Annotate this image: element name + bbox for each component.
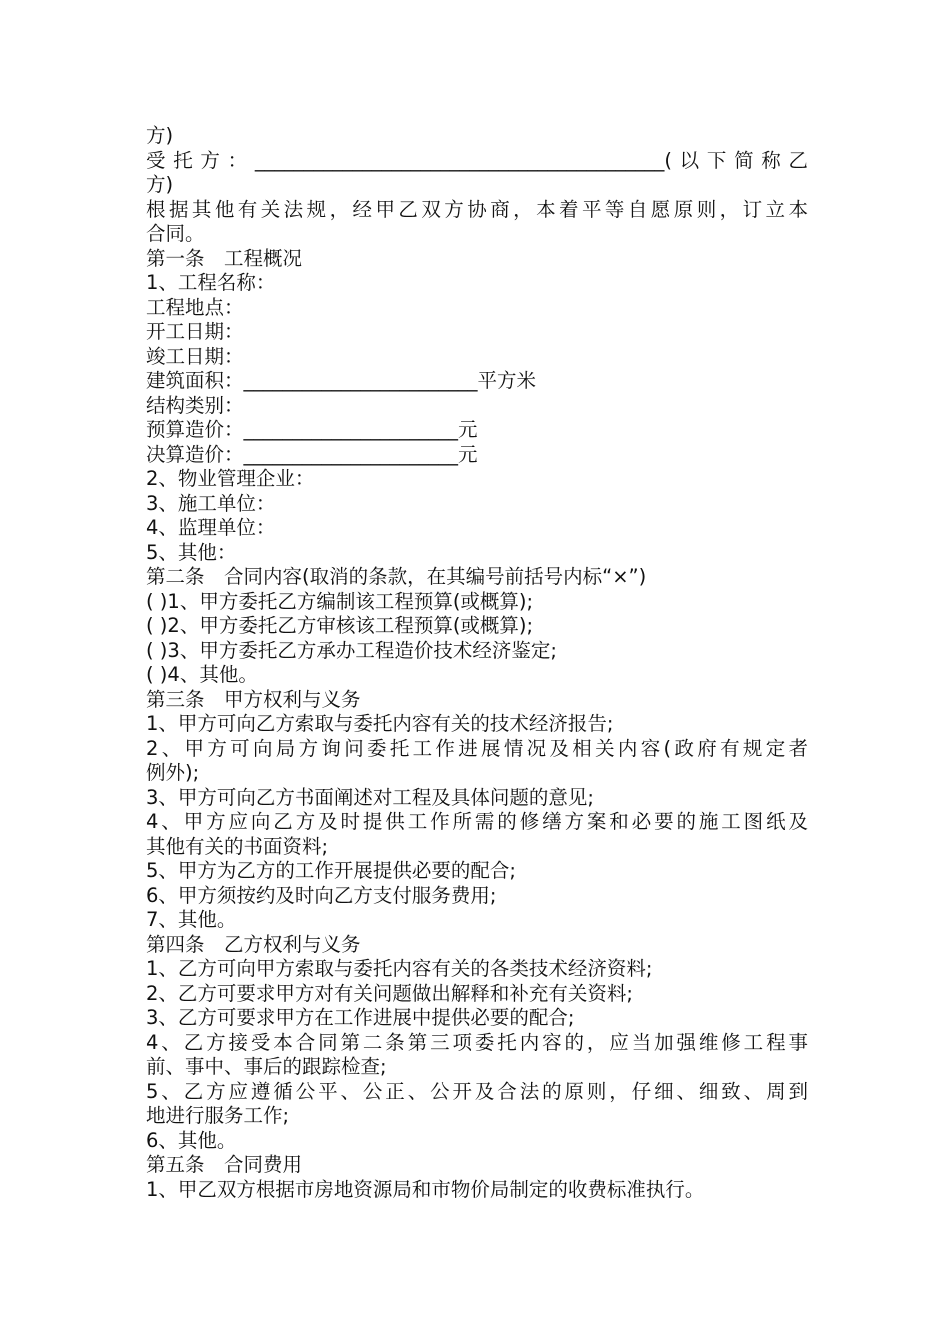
text-line: 5、乙方应遵循公平、公正、公开及合法的原则，仔细、细致、周到 bbox=[146, 1079, 808, 1103]
text-line: 3、甲方可向乙方书面阐述对工程及具体问题的意见; bbox=[146, 785, 594, 809]
text-line: 1、工程名称： bbox=[146, 271, 276, 294]
text-line: ( )4、其他。 bbox=[146, 663, 258, 686]
text-line: 3、施工单位： bbox=[146, 491, 276, 515]
text-line: 开工日期： bbox=[146, 320, 244, 343]
section-heading: 第五条 合同费用 bbox=[146, 1153, 303, 1176]
text-line: ( )3、甲方委托乙方承办工程造价技术经济鉴定; bbox=[146, 638, 557, 662]
text-line: 预算造价：______________________元 bbox=[146, 418, 478, 441]
text-line: 方) bbox=[146, 124, 174, 147]
contract-page bbox=[146, 124, 808, 1202]
text-line: 5、其他： bbox=[146, 540, 237, 564]
text-line: 2、乙方可要求甲方对有关问题做出解释和补充有关资料; bbox=[146, 981, 633, 1005]
text-line: 1、甲乙双方根据市房地资源局和市物价局制定的收费标准执行。 bbox=[146, 1177, 705, 1201]
text-line: 决算造价：______________________元 bbox=[146, 442, 478, 466]
text-line: 2、甲方可向局方询问委托工作进展情况及相关内容(政府有规定者 bbox=[146, 736, 808, 760]
text-line: 方) bbox=[146, 173, 174, 196]
section-heading: 第三条 甲方权利与义务 bbox=[146, 687, 361, 711]
text-line: 建筑面积：________________________平方米 bbox=[146, 369, 537, 392]
text-line: 例外); bbox=[146, 761, 200, 784]
text-line: 根据其他有关法规，经甲乙双方协商，本着平等自愿原则，订立本 bbox=[146, 197, 808, 221]
text-line: 4、监理单位： bbox=[146, 516, 276, 539]
text-line: 其他有关的书面资料; bbox=[146, 834, 329, 858]
text-line: 受托方：__________________________________________(以下简称乙 bbox=[146, 148, 808, 172]
text-line: 5、甲方为乙方的工作开展提供必要的配合; bbox=[146, 859, 516, 882]
text-line: ( )1、甲方委托乙方编制该工程预算(或概算); bbox=[146, 589, 534, 613]
section-heading: 第一条 工程概况 bbox=[146, 246, 303, 270]
text-line: 地进行服务工作; bbox=[146, 1104, 290, 1127]
text-line: 合同。 bbox=[146, 222, 205, 245]
text-line: 4、甲方应向乙方及时提供工作所需的修缮方案和必要的施工图纸及 bbox=[146, 810, 808, 833]
text-line: ( )2、甲方委托乙方审核该工程预算(或概算); bbox=[146, 614, 534, 637]
text-line: 工程地点： bbox=[146, 295, 244, 319]
text-line: 7、其他。 bbox=[146, 908, 237, 931]
text-line: 1、甲方可向乙方索取与委托内容有关的技术经济报告; bbox=[146, 712, 614, 735]
text-line: 4、乙方接受本合同第二条第三项委托内容的，应当加强维修工程事 bbox=[146, 1030, 808, 1054]
text-line: 6、其他。 bbox=[146, 1128, 237, 1152]
text-line: 1、乙方可向甲方索取与委托内容有关的各类技术经济资料; bbox=[146, 957, 653, 980]
text-line: 前、事中、事后的跟踪检查; bbox=[146, 1055, 387, 1078]
text-line: 2、物业管理企业： bbox=[146, 467, 315, 490]
text-line: 结构类别： bbox=[146, 393, 244, 417]
section-heading: 第四条 乙方权利与义务 bbox=[146, 932, 361, 956]
text-line: 竣工日期： bbox=[146, 344, 244, 368]
text-line: 3、乙方可要求甲方在工作进展中提供必要的配合; bbox=[146, 1006, 575, 1029]
text-line: 6、甲方须按约及时向乙方支付服务费用; bbox=[146, 883, 497, 907]
section-heading: 第二条 合同内容(取消的条款，在其编号前括号内标“×”) bbox=[146, 565, 647, 588]
